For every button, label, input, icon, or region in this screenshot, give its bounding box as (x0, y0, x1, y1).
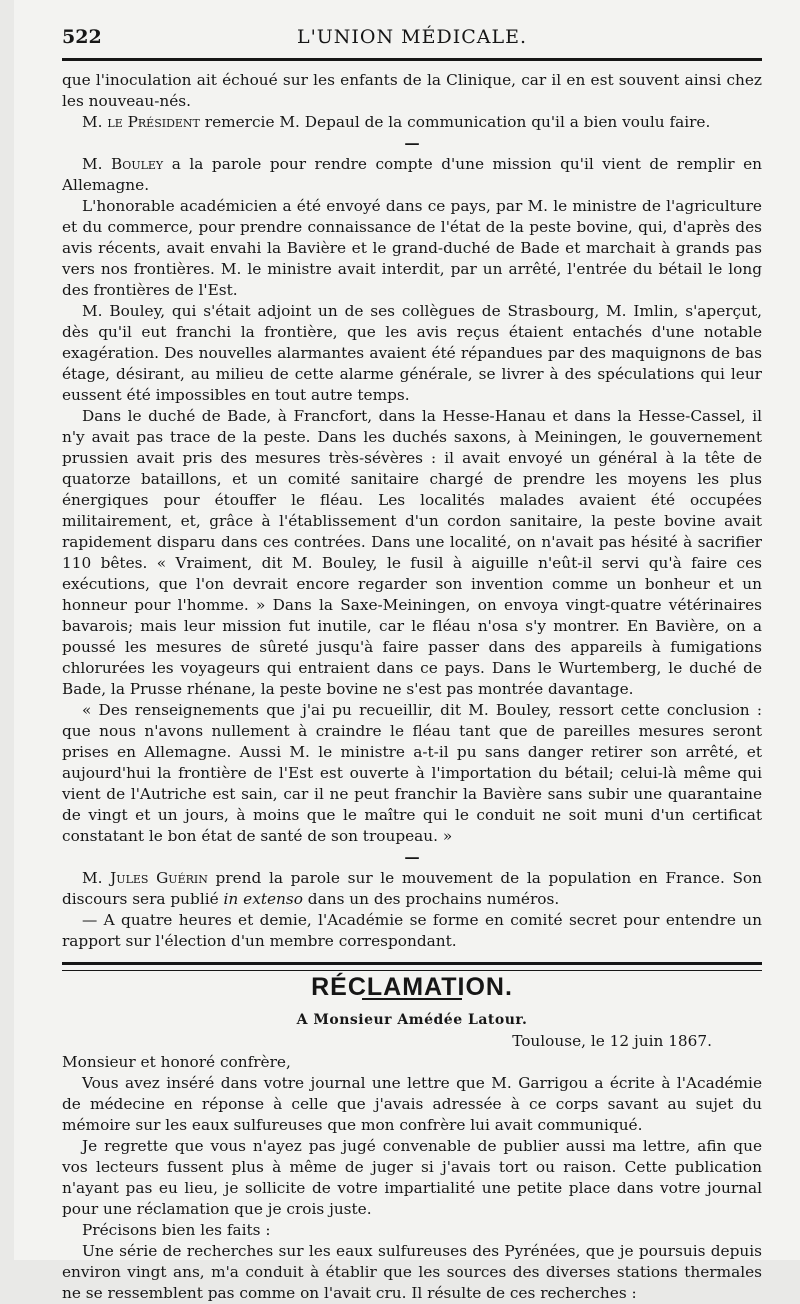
separator-dash: — (404, 848, 420, 866)
header-rule (62, 58, 762, 61)
paragraph: M. Bouley a la parole pour rendre compte d'une mission qu'il vient de remplir en Allemagne. (62, 155, 762, 194)
journal-title: L'UNION MÉDICALE. (296, 26, 528, 48)
paragraph: M. Bouley, qui s'était adjoint un de ses collègues de Strasbourg, M. Imlin, s'aperçut, dès qu'il eut franchi la frontière, que les avis reçus étaient entachés d'une notable exagération. Des nouvelles alarmantes avaient été répandues par des maquignons de bas étage, désirant, au milieu de cette alarme générale, se livrer à des spéculations qui leur eussent été impossibles en tout autre temps. (62, 302, 762, 404)
page-number: 522 (62, 26, 102, 48)
paragraph: que l'inoculation ait échoué sur les enfants de la Clinique, car il en est souvent ainsi chez les nouveau-nés. (62, 71, 762, 110)
paragraph: — A quatre heures et demie, l'Académie se forme en comité secret pour entendre un rapport sur l'élection d'un membre correspondant. (62, 911, 762, 950)
paragraph: Vous avez inséré dans votre journal une lettre que M. Garrigou a écrite à l'Académie de médecine en réponse à celle que j'avais adressée à ce corps savant au sujet du mémoire sur les eaux sulfureuses que mon confrère lui avait communiqué. (62, 1074, 762, 1134)
paragraph: Je regrette que vous n'ayez pas jugé convenable de publier aussi ma lettre, afin que vos lecteurs fussent plus à même de juger si j'avais tort ou raison. Cette publication n'ayant pas eu lieu, je sollicite de votre impartialité une petite place dans votre journal pour une réclamation que je crois juste. (62, 1137, 762, 1218)
paragraph: « Des renseignements que j'ai pu recueillir, dit M. Bouley, ressort cette conclusion : que nous n'avons nullement à craindre le fléau tant que de pareilles mesures seront prises en Allemagne. Aussi M. le ministre a-t-il pu sans danger retirer son arrêté, et aujourd'hui la frontière de l'Est est ouverte à l'importation du bétail; celui-là même qui vient de l'Autriche est sain, car il ne peut franchir la Bavière sans subir une quarantaine de vingt et un jours, à moins que le maître qui le conduit ne soit muni d'un certificat constatant le bon état de santé de son troupeau. » (62, 701, 762, 845)
article-body (62, 70, 762, 1304)
paragraph: L'honorable académicien a été envoyé dans ce pays, par M. le ministre de l'agriculture et du commerce, pour prendre connaissance de l'état de la peste bovine, qui, d'après des avis récents, avait envahi la Bavière et le grand-duché de Bade et marchait à grands pas vers nos frontières. M. le ministre avait interdit, par un arrêté, l'entrée du bétail le long des frontières de l'Est. (62, 197, 762, 299)
paragraph: M. Jules Guérin prend la parole sur le mouvement de la population en France. Son discours sera publié in extenso dans un des prochains numéros. (62, 869, 762, 908)
speaker-name: M. Bouley (82, 155, 164, 173)
letter-addressee: A Monsieur Amédée Latour. (296, 1012, 528, 1028)
section-double-rule (62, 962, 762, 971)
paragraph: Une série de recherches sur les eaux sulfureuses des Pyrénées, que je poursuis depuis environ vingt ans, m'a conduit à établir que les sources des diverses stations thermales ne se ressemblent pas comme on l'avait cru. Il résulte de ces recherches : (62, 1242, 762, 1302)
paragraph: M. le Président remercie M. Depaul de la communication qu'il a bien voulu faire. (82, 113, 711, 131)
page-header (62, 22, 762, 50)
paragraph: Précisons bien les faits : (82, 1221, 271, 1239)
section-title: RÉCLAMATION. (311, 973, 513, 1001)
letter-salutation: Monsieur et honoré confrère, (62, 1053, 291, 1071)
paragraph: Dans le duché de Bade, à Francfort, dans la Hesse-Hanau et dans la Hesse-Cassel, il n'y avait pas trace de la peste. Dans les duchés saxons, à Meiningen, le gouvernement prussien avait pris des mesures très-sévères : il avait envoyé un général à la tête de quatorze bataillons, et un comité sanitaire chargé de prendre les moyens les plus énergiques pour étouffer le fléau. Les localités malades avaient été occupées militairement, et, grâce à l'établissement d'un cordon sanitaire, la peste bovine avait rapidement disparu dans ces contrées. Dans une localité, on n'avait pas hésité à sacrifier 110 bêtes. « Vraiment, dit M. Bouley, le fusil à aiguille n'eût-il servi qu'à faire ces exécutions, que l'on devrait encore regarder son invention comme un bonheur et un honneur pour l'homme. » Dans la Saxe-Meiningen, on envoya vingt-quatre vétérinaires bavarois; mais leur mission fut inutile, car le fléau n'osa s'y montrer. En Bavière, on a poussé les mesures de sûreté jusqu'à faire passer dans des appareils à fumigations chlorurées les voyageurs qui entraient dans ce pays. Dans le Wurtemberg, le duché de Bade, la Prusse rhénane, la peste bovine ne s'est pas montrée davantage. (62, 407, 762, 698)
letter-date: Toulouse, le 12 juin 1867. (512, 1032, 712, 1050)
speaker-name: M. Jules Guérin (82, 869, 208, 887)
separator-dash: — (404, 134, 420, 152)
speaker-name: M. le Président (82, 113, 200, 131)
